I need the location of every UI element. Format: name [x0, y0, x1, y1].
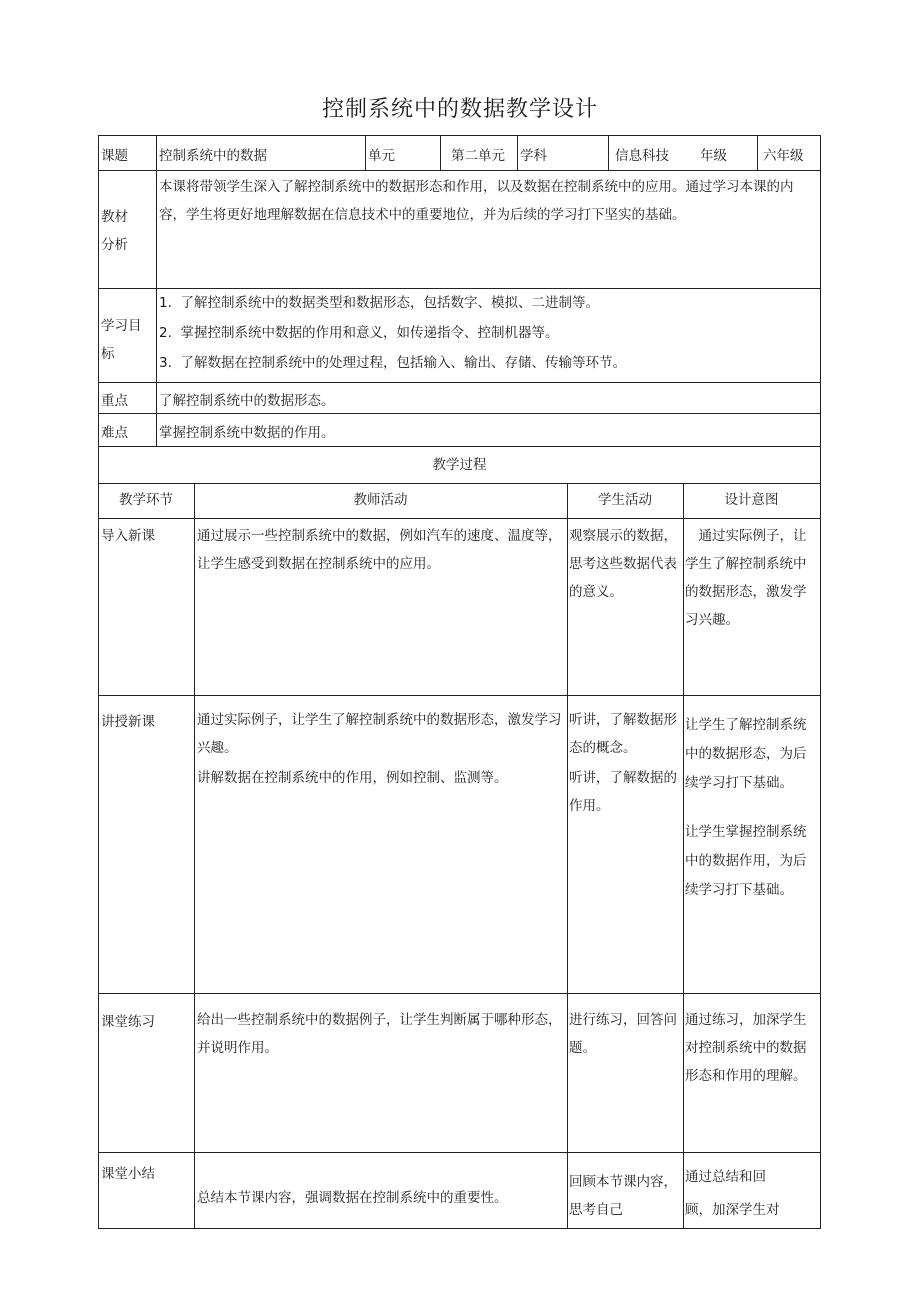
stage-summary: 课堂小结	[101, 1166, 155, 1182]
key-point-label: 重点	[101, 393, 128, 409]
student-activity: 观察展示的数据，思考这些数据代表的意义。	[569, 528, 677, 600]
col-divider	[156, 413, 157, 446]
header-student: 学生活动	[598, 492, 652, 508]
topic-label: 课题	[101, 148, 128, 164]
teacher-activity: 通过展示一些控制系统中的数据，例如汽车的速度、温度等，让学生感受到数据在控制系统中的应用。	[197, 528, 562, 572]
subject-value: 信息科技	[615, 148, 669, 164]
row-divider	[98, 170, 821, 171]
student-activity: 思考自己	[569, 1202, 623, 1218]
objective-item-2: 2. 掌握控制系统中数据的作用和意义，如传递指令、控制机器等。	[159, 325, 559, 341]
row-divider	[98, 695, 821, 696]
page-title: 控制系统中的数据教学设计	[321, 97, 598, 122]
table-border-bottom	[98, 1228, 821, 1229]
row-divider	[98, 518, 821, 519]
header-stage: 教学环节	[119, 492, 173, 508]
row-divider	[98, 382, 821, 383]
grade-value: 六年级	[763, 148, 804, 164]
design-intent: 通过总结和回	[685, 1169, 766, 1185]
design-intent: 让学生掌握控制系统中的数据作用，为后续学习打下基础。	[685, 824, 807, 898]
teacher-activity: 讲解数据在控制系统中的作用，例如控制、监测等。	[197, 770, 508, 786]
analysis-text: 本课将带领学生深入了解控制系统中的数据形态和作用，以及数据在控制系统中的应用。通过学习本课的内容，学生将更好地理解数据在信息技术中的重要地位，并为后续的学习打下坚实的基础。	[159, 179, 794, 223]
design-intent: 顾，加深学生对	[685, 1202, 780, 1218]
table-border-top	[98, 135, 821, 136]
difficulty-text: 掌握控制系统中数据的作用。	[159, 425, 335, 441]
student-activity: 听讲，了解数据形态的概念。	[569, 712, 677, 756]
grade-label: 年级	[700, 148, 727, 164]
col-divider	[194, 483, 195, 1228]
table-border-right	[820, 135, 821, 1228]
col-divider	[608, 135, 609, 170]
design-intent: 通过练习，加深学生对控制系统中的数据形态和作用的理解。	[685, 1012, 807, 1084]
process-title: 教学过程	[432, 457, 487, 473]
col-divider	[757, 135, 758, 170]
objective-item-1: 1. 了解控制系统中的数据类型和数据形态，包括数字、模拟、二进制等。	[159, 295, 599, 311]
key-point-text: 了解控制系统中的数据形态。	[159, 393, 335, 409]
student-activity: 回顾本节课内容，	[569, 1174, 677, 1190]
col-divider	[683, 483, 684, 1228]
teacher-activity: 总结本节课内容，强调数据在控制系统中的重要性。	[197, 1190, 508, 1206]
table-border-left	[98, 135, 99, 1228]
row-divider	[98, 1152, 821, 1153]
stage-intro: 导入新课	[101, 528, 155, 544]
subject-label: 学科	[520, 148, 547, 164]
teacher-activity: 给出一些控制系统中的数据例子，让学生判断属于哪种形态，并说明作用。	[197, 1012, 562, 1056]
col-divider	[365, 135, 366, 170]
col-divider	[567, 483, 568, 1228]
header-teacher: 教师活动	[353, 492, 408, 508]
design-intent: 让学生了解控制系统中的数据形态，为后续学习打下基础。	[685, 717, 807, 791]
teacher-activity: 通过实际例子，让学生了解控制系统中的数据形态，激发学习兴趣。	[197, 712, 562, 756]
unit-label: 单元	[368, 148, 395, 164]
objectives-label: 学习目标	[101, 318, 142, 362]
col-divider	[517, 135, 518, 170]
student-activity: 听讲，了解数据的作用。	[569, 770, 677, 814]
row-divider	[98, 483, 821, 484]
student-activity: 进行练习，回答问题。	[569, 1012, 677, 1056]
difficulty-label: 难点	[101, 425, 128, 441]
objective-item-3: 3. 了解数据在控制系统中的处理过程，包括输入、输出、存储、传输等环节。	[159, 355, 626, 371]
col-divider	[440, 135, 441, 170]
topic-value: 控制系统中的数据	[159, 148, 267, 164]
stage-practice: 课堂练习	[101, 1014, 155, 1030]
header-intent: 设计意图	[724, 492, 779, 508]
unit-value: 第二单元	[451, 148, 505, 164]
stage-lecture: 讲授新课	[101, 714, 155, 730]
col-divider	[156, 135, 157, 413]
row-divider	[98, 993, 821, 994]
analysis-label: 教材分析	[101, 209, 128, 253]
design-intent: 通过实际例子，让学生了解控制系统中的数据形态，激发学习兴趣。	[685, 528, 807, 628]
